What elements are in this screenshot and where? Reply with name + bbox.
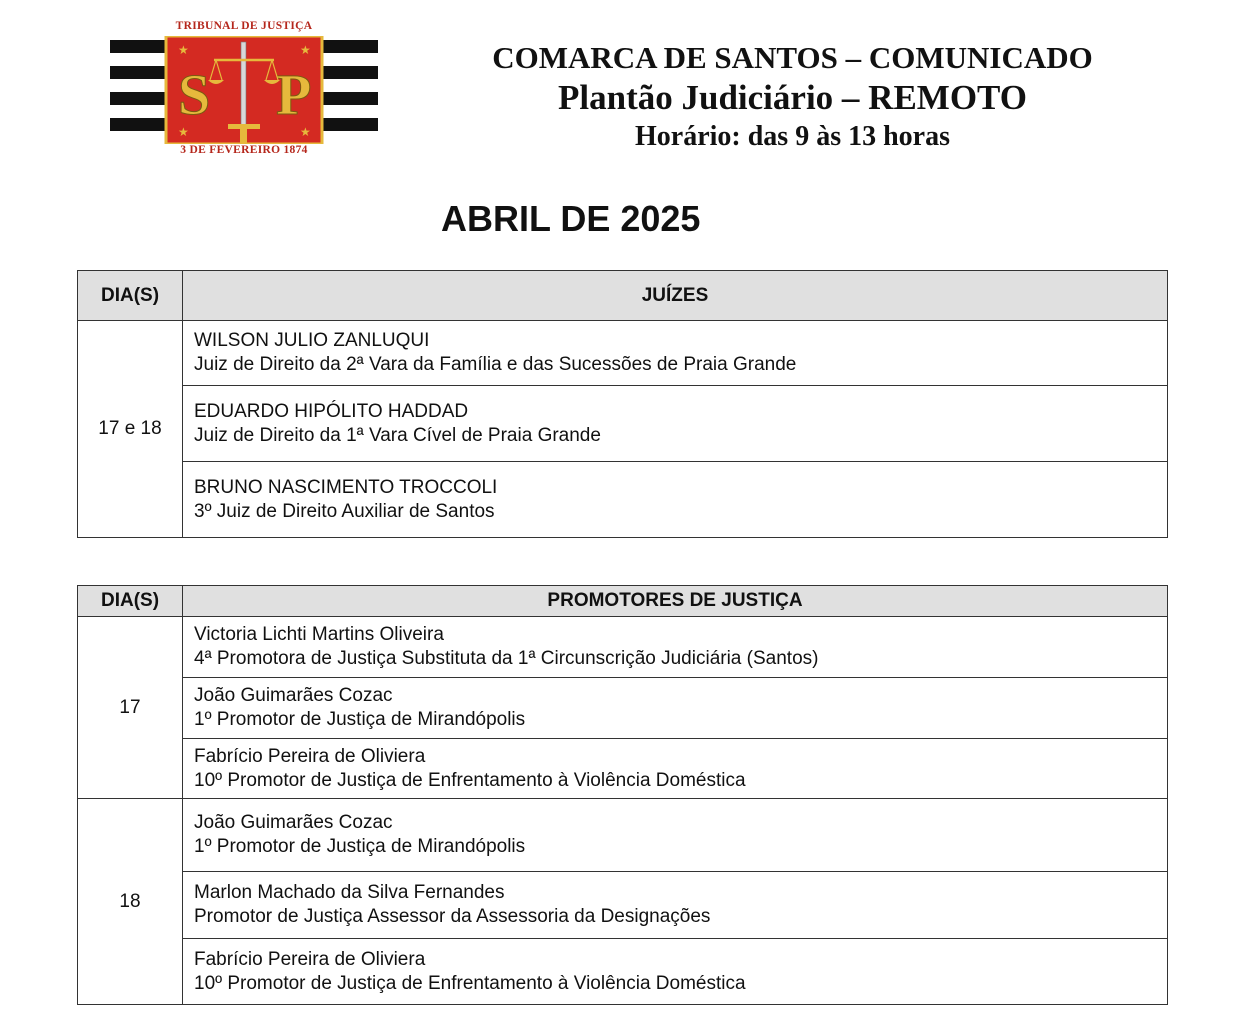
entry-cell xyxy=(183,799,1168,872)
entry-cell xyxy=(183,321,1168,386)
prosecutors-col-people: PROMOTORES DE JUSTIÇA xyxy=(183,586,1168,617)
person-role: Juiz de Direito da 1ª Vara Cível de Praia Grande xyxy=(194,424,601,446)
person-name: Marlon Machado da Silva Fernandes xyxy=(194,882,505,903)
entry-cell xyxy=(183,617,1168,678)
person-role: 10º Promotor de Justiça de Enfrentamento à Violência Doméstica xyxy=(194,972,746,994)
person-role: 1º Promotor de Justiça de Mirandópolis xyxy=(194,709,526,730)
header-horario: Horário: das 9 às 13 horas xyxy=(635,121,950,152)
svg-text:S: S xyxy=(178,62,211,127)
judges-col-day: DIA(S) xyxy=(78,271,183,321)
table-row xyxy=(78,678,1168,739)
entry-cell xyxy=(183,939,1168,1005)
person-name: Fabrício Pereira de Oliviera xyxy=(194,745,426,767)
person-name: João Guimarães Cozac xyxy=(194,812,393,833)
judges-header-row xyxy=(78,271,1168,321)
month-title: ABRIL DE 2025 xyxy=(441,198,701,239)
prosecutors-col-day: DIA(S) xyxy=(78,586,183,617)
table-row xyxy=(78,617,1168,678)
table-row xyxy=(78,321,1168,386)
day-cell: 17 e 18 xyxy=(78,321,183,538)
logo-top-text: TRIBUNAL DE JUSTIÇA xyxy=(175,20,313,32)
svg-text:★: ★ xyxy=(178,43,189,57)
prosecutors-header-row xyxy=(78,586,1168,617)
header-comarca: COMARCA DE SANTOS – COMUNICADO xyxy=(492,40,1093,75)
svg-text:★: ★ xyxy=(300,125,311,139)
table-row xyxy=(78,739,1168,799)
day-cell: 18 xyxy=(78,799,183,1005)
entry-cell xyxy=(183,386,1168,462)
person-name: EDUARDO HIPÓLITO HADDAD xyxy=(194,400,469,422)
tj-sp-emblem xyxy=(110,36,378,144)
entry-cell xyxy=(183,739,1168,799)
judges-col-people: JUÍZES xyxy=(183,271,1168,321)
header-plantao: Plantão Judiciário – REMOTO xyxy=(558,78,1027,117)
person-role: 3º Juiz de Direito Auxiliar de Santos xyxy=(194,500,495,522)
person-role: 10º Promotor de Justiça de Enfrentamento à Violência Doméstica xyxy=(194,769,746,791)
tj-sp-logo xyxy=(110,16,378,158)
person-role: 1º Promotor de Justiça de Mirandópolis xyxy=(194,836,526,857)
logo-bottom-text: 3 DE FEVEREIRO 1874 xyxy=(180,144,308,156)
table-row xyxy=(78,872,1168,939)
person-name: Fabrício Pereira de Oliviera xyxy=(194,948,426,970)
entry-cell xyxy=(183,872,1168,939)
judges-table xyxy=(77,270,1168,538)
person-name: João Guimarães Cozac xyxy=(194,685,393,706)
entry-cell xyxy=(183,678,1168,739)
svg-text:P: P xyxy=(276,62,312,127)
day-cell: 17 xyxy=(78,617,183,799)
table-row xyxy=(78,462,1168,538)
prosecutors-table xyxy=(77,585,1168,1005)
svg-text:★: ★ xyxy=(300,43,311,57)
svg-text:★: ★ xyxy=(178,125,189,139)
table-row xyxy=(78,386,1168,462)
person-role: Juiz de Direito da 2ª Vara da Família e das Sucessões de Praia Grande xyxy=(194,354,797,375)
person-name: Victoria Lichti Martins Oliveira xyxy=(194,624,444,645)
person-role: 4ª Promotora de Justiça Substituta da 1ª Circunscrição Judiciária (Santos) xyxy=(194,648,819,669)
person-role: Promotor de Justiça Assessor da Assessoria da Designações xyxy=(194,906,711,927)
entry-cell xyxy=(183,462,1168,538)
person-name: BRUNO NASCIMENTO TROCCOLI xyxy=(194,476,498,498)
person-name: WILSON JULIO ZANLUQUI xyxy=(194,330,430,351)
table-row xyxy=(78,939,1168,1005)
table-row xyxy=(78,799,1168,872)
